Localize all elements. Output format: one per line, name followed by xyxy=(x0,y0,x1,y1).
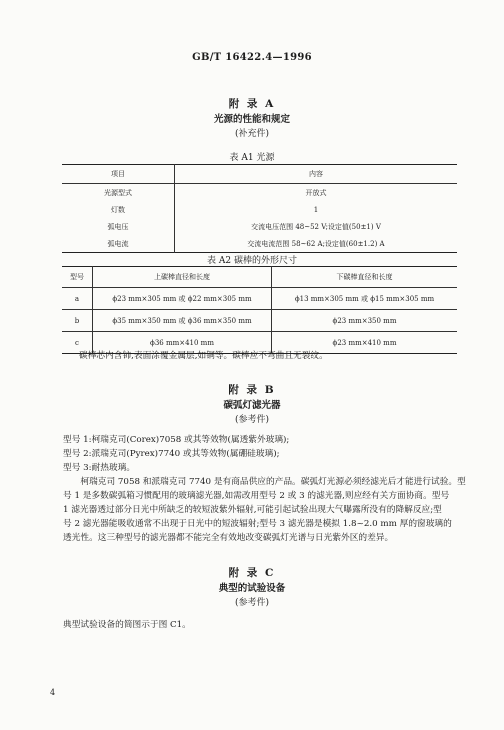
table-a1-caption: 表 A1 光源 xyxy=(229,153,275,163)
table-a2 xyxy=(62,266,457,354)
table-cell: 交流电流范围 58~62 A;设定值(60±1.2) A xyxy=(247,239,385,248)
table-cell: ϕ35 mm×350 mm 或 ϕ36 mm×350 mm xyxy=(93,310,272,332)
table-header-cell: 上碳棒直径和长度 xyxy=(93,267,272,288)
table-header-row xyxy=(62,267,457,288)
table-row xyxy=(62,184,457,202)
table-row xyxy=(62,288,457,310)
appendix-c-title: 附 录 C xyxy=(228,567,276,579)
appendix-a-note: (补充件) xyxy=(234,129,270,139)
table-cell: ϕ23 mm×305 mm 或 ϕ22 mm×305 mm xyxy=(93,288,272,310)
appendix-a-subtitle: 光源的性能和规定 xyxy=(213,114,290,125)
appendix-a-title: 附 录 A xyxy=(228,98,276,110)
table-cell: c xyxy=(62,332,93,354)
filter-type-3: 型号 3:耐热玻璃。 xyxy=(63,463,136,473)
appendix-b-title: 附 录 B xyxy=(228,384,276,396)
appendix-b-note: (参考件) xyxy=(234,415,270,425)
table-cell: ϕ13 mm×305 mm 或 ϕ15 mm×305 mm xyxy=(272,288,458,310)
table-row xyxy=(62,218,457,235)
appendix-b-subtitle: 碳弧灯滤光器 xyxy=(223,400,281,411)
table-cell: 1 xyxy=(313,205,319,214)
table-header-cell: 项目 xyxy=(62,165,175,184)
filter-paragraph-line: 1 滤光器透过部分日光中所缺乏的较短波紫外辐射,可能引起试验出现大气曝露所没有的降解反应;型 xyxy=(63,505,442,515)
table-header-cell: 下碳棒直径和长度 xyxy=(272,267,458,288)
table-cell: 弧电流 xyxy=(62,235,175,253)
table-row xyxy=(62,235,457,253)
table-cell: a xyxy=(62,288,93,310)
filter-paragraph-line: 透光性。这三种型号的滤光器都不能完全有效地改变碳弧灯光谱与日光紫外区的差异。 xyxy=(63,533,394,543)
equipment-reference: 典型试验设备的简图示于图 C1。 xyxy=(63,620,191,630)
table-header-row xyxy=(62,165,457,184)
table-cell: ϕ23 mm×350 mm xyxy=(272,310,458,332)
table-cell: 开放式 xyxy=(305,188,327,197)
table-cell: 交流电压范围 48~52 V;设定值(50±1) V xyxy=(251,222,381,231)
filter-paragraph-line: 号 2 滤光器能吸收通常不出现于日光中的短波辐射;型号 3 滤光器是模拟 1.8~2.0 mm 厚的窗玻璃的 xyxy=(63,519,452,529)
document-number: GB/T 16422.4—1996 xyxy=(192,52,312,63)
carbon-rod-note: 碳棒芯内含铈,表面涂覆金属层,如铜等。碳棒应不弯曲且无裂纹。 xyxy=(79,351,328,361)
table-header-cell: 内容 xyxy=(175,165,458,184)
table-cell: 弧电压 xyxy=(62,218,175,235)
appendix-c-note: (参考件) xyxy=(234,598,270,608)
table-cell: b xyxy=(62,310,93,332)
table-cell: 灯数 xyxy=(62,201,175,218)
filter-paragraph-line: 柯瑞克司 7058 和派瑞克司 7740 是有商品供应的产品。碳弧灯光源必须经滤光后才能进行试验。型 xyxy=(63,477,466,487)
table-row xyxy=(62,310,457,332)
table-header-cell: 型号 xyxy=(62,267,93,288)
appendix-c-subtitle: 典型的试验设备 xyxy=(218,583,286,594)
filter-type-2: 型号 2:派瑞克司(Pyrex)7740 或其等效物(属硼硅玻璃); xyxy=(63,449,280,459)
table-row xyxy=(62,201,457,218)
table-cell: ϕ36 mm×410 mm xyxy=(93,332,272,354)
page-number: 4 xyxy=(50,688,56,697)
table-cell: ϕ23 mm×410 mm xyxy=(332,338,397,347)
table-a1 xyxy=(62,164,457,253)
table-cell: 光源型式 xyxy=(62,184,175,202)
filter-paragraph-line: 号 1 是多数碳弧箱习惯配用的玻璃滤光器,如需改用型号 2 或 3 的滤光器,则应经有关方面协商。型号 xyxy=(63,491,450,501)
filter-type-1: 型号 1:柯瑞克司(Corex)7058 或其等效物(属透紫外玻璃); xyxy=(63,435,290,445)
table-a2-caption: 表 A2 碳棒的外形尺寸 xyxy=(207,256,297,266)
